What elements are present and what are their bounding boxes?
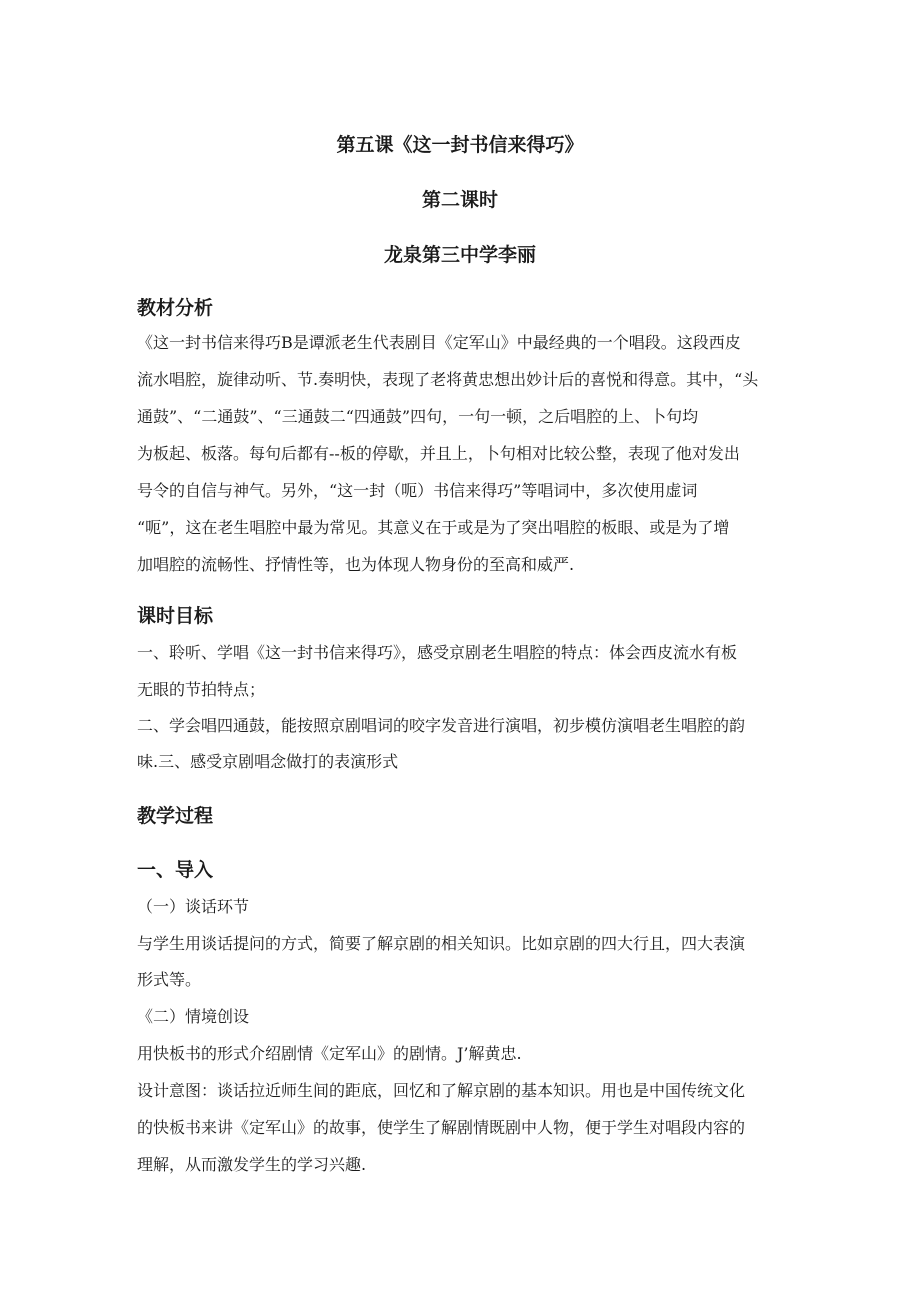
analysis-line: 加唱腔的流畅性、抒情性等，也为体现人物身份的至高和威严. — [137, 555, 575, 574]
objectives-line: 二、学会唱四通鼓，能按照京剧唱词的咬字发音进行演唱，初步模仿演唱老生唱腔的韵 — [137, 716, 746, 735]
intro-line: 用快板书的形式介绍剧情《定军山》的剧情。J’解黄忠. — [137, 1044, 522, 1063]
objectives-line: 味.三、感受京剧唱念做打的表演形式 — [137, 752, 399, 771]
objectives-heading: 课时目标 — [137, 605, 214, 627]
intro-line: 形式等。 — [137, 970, 202, 989]
intro-line: 的快板书来讲《定军山》的故事，使学生了解剧情既剧中人物，便于学生对唱段内容的 — [137, 1118, 746, 1137]
analysis-line: 号令的自信与神气。另外，“这一封（呃）书信来得巧”等唱词中，多次使用虚词 — [137, 481, 698, 500]
intro-line: 理解，从而激发学生的学习兴趣. — [137, 1155, 367, 1174]
analysis-line: 通鼓”、“二通鼓”、“三通鼓二“四通鼓”四句，一句一顿，之后唱腔的上、卜句均 — [137, 407, 699, 426]
objectives-line: 一、聆听、学唱《这一封书信来得巧》，感受京剧老生唱腔的特点：体会西皮流水有板 — [137, 643, 738, 662]
intro-line: （一）谈话环节 — [137, 897, 250, 916]
intro-heading: 一、导入 — [137, 859, 214, 881]
objectives-line: 无眼的节拍特点； — [137, 680, 266, 699]
analysis-line: 为板起、板落。每句后都有--板的停歇，并且上，卜句相对比较公整，表现了他对发出 — [137, 444, 740, 463]
analysis-line: “呃”，这在老生唱腔中最为常见。其意义在于或是为了突出唱腔的板眼、或是为了增 — [137, 518, 730, 537]
process-heading: 教学过程 — [137, 805, 214, 827]
analysis-line: 《这一封书信来得巧B是谭派老生代表剧目《定军山》中最经典的一个唱段。这段西皮 — [137, 333, 741, 352]
analysis-heading: 教材分析 — [137, 297, 214, 319]
lesson-title: 第五课《这一封书信来得巧》 — [336, 134, 584, 156]
intro-line: 《二）情境创设 — [137, 1007, 250, 1026]
analysis-line: 流水唱腔，旋律动听、节.奏明快，表现了老将黄忠想出妙计后的喜悦和得意。其中，“头 — [137, 370, 759, 389]
intro-line: 与学生用谈话提问的方式，简要了解京剧的相关知识。比如京剧的四大行且，四大表演 — [137, 934, 746, 953]
intro-line: 设计意图：谈话拉近师生间的距底，回忆和了解京剧的基本知识。用也是中国传统文化 — [137, 1081, 746, 1100]
period-title: 第二课时 — [421, 189, 498, 211]
author-line: 龙泉第三中学李丽 — [383, 244, 536, 266]
